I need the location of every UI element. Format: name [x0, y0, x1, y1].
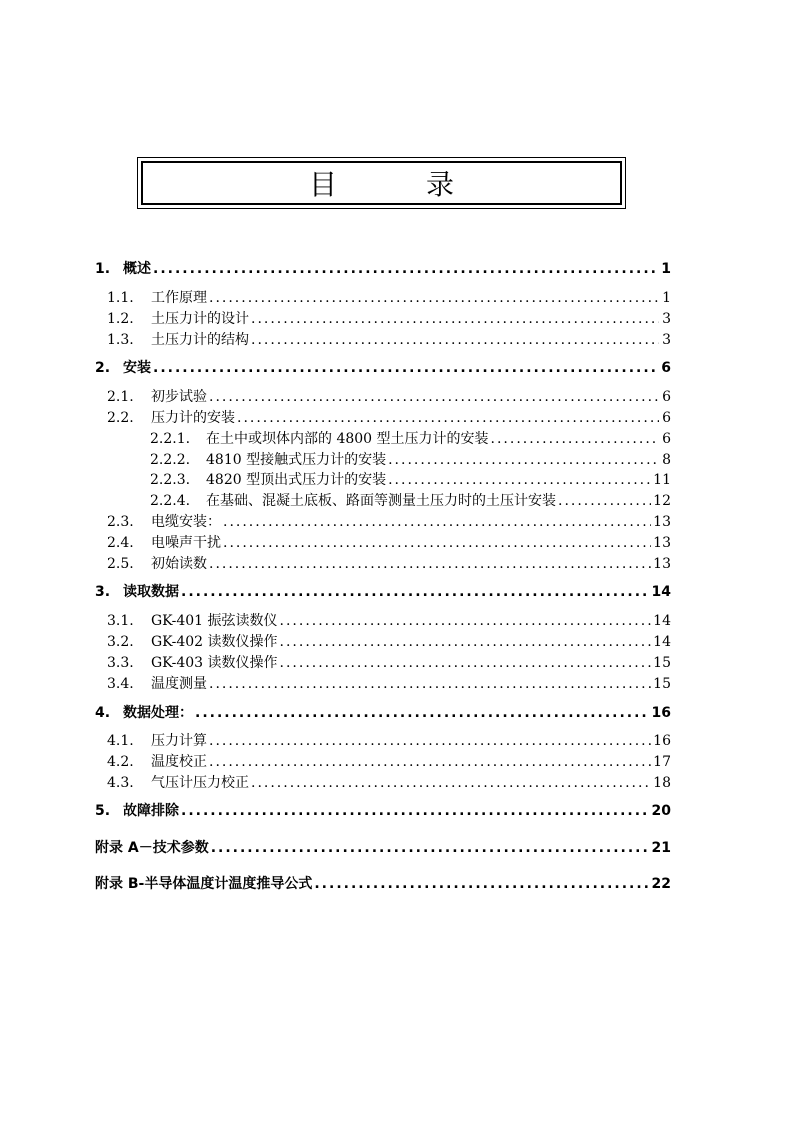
toc-entry[interactable]: [150, 490, 671, 510]
entry-label: 压力计算: [151, 733, 207, 749]
toc-entry[interactable]: [107, 772, 671, 792]
entry-page: 15: [653, 676, 671, 692]
toc-title-box: [137, 157, 626, 209]
dot-leader: [280, 612, 652, 630]
entry-number: 2.2.4.: [150, 493, 191, 509]
entry-label: GK-401 振弦读数仪: [151, 613, 278, 629]
entry-label: 故障排除: [123, 803, 179, 819]
entry-label: 读取数据: [123, 584, 179, 600]
dot-leader: [251, 331, 659, 349]
entry-page: 14: [653, 613, 671, 629]
entry-number: 2.2.3.: [150, 472, 191, 488]
entry-number: 1.1.: [107, 290, 134, 306]
entry-number: 1.: [95, 261, 111, 277]
toc-entry[interactable]: [95, 357, 671, 377]
toc-entry[interactable]: [107, 553, 671, 573]
entry-label: 工作原理: [151, 290, 207, 306]
dot-leader: [181, 802, 650, 820]
entry-label: 初步试验: [151, 389, 207, 405]
entry-label: 附录 A－技术参数: [95, 840, 209, 856]
toc-entry[interactable]: [95, 581, 671, 601]
entry-page: 16: [653, 733, 671, 749]
entry-page: 17: [653, 754, 671, 770]
dot-leader: [209, 675, 651, 693]
dot-leader: [195, 704, 650, 722]
dot-leader: [209, 555, 651, 573]
dot-leader: [209, 732, 651, 750]
toc-entry[interactable]: [95, 800, 671, 820]
entry-number: 2.2.: [107, 410, 134, 426]
entry-label: 安装: [123, 360, 151, 376]
entry-page: 1: [662, 290, 671, 306]
dot-leader: [153, 359, 659, 377]
entry-page: 20: [651, 803, 671, 819]
toc-entry[interactable]: [107, 386, 671, 406]
toc-entry[interactable]: [150, 428, 671, 448]
entry-page: 3: [662, 311, 671, 327]
entry-number: 2.5.: [107, 556, 134, 572]
entry-number: 2.2.2.: [150, 452, 191, 468]
entry-number: 1.3.: [107, 332, 134, 348]
entry-label: 气压计压力校正: [151, 775, 249, 791]
dot-leader: [251, 774, 651, 792]
entry-number: 3.1.: [107, 613, 134, 629]
entry-label: 初始读数: [151, 556, 207, 572]
dot-leader: [209, 388, 659, 406]
entry-label: 土压力计的结构: [151, 332, 249, 348]
entry-page: 11: [653, 472, 671, 488]
entry-number: 1.2.: [107, 311, 134, 327]
dot-leader: [314, 875, 649, 893]
toc-entry[interactable]: [107, 751, 671, 771]
toc-entry[interactable]: [107, 652, 671, 672]
toc-entry[interactable]: [107, 673, 671, 693]
dot-leader: [209, 753, 651, 771]
entry-page: 6: [661, 360, 671, 376]
dot-leader: [223, 513, 651, 531]
entry-label: 数据处理：: [123, 705, 193, 721]
toc-entry[interactable]: [107, 511, 671, 531]
toc-entry[interactable]: [107, 407, 671, 427]
entry-number: 2.2.1.: [150, 431, 191, 447]
dot-leader: [388, 451, 659, 469]
entry-page: 6: [662, 431, 671, 447]
entry-number: 3.3.: [107, 655, 134, 671]
entry-number: 4.1.: [107, 733, 134, 749]
entry-label: 概述: [123, 261, 151, 277]
entry-page: 22: [651, 876, 671, 892]
dot-leader: [280, 633, 652, 651]
entry-page: 18: [653, 775, 671, 791]
dot-leader: [223, 534, 651, 552]
toc-entry[interactable]: [95, 702, 671, 722]
entry-label: 温度测量: [151, 676, 207, 692]
entry-label: 电噪声干扰: [151, 535, 221, 551]
toc-entry[interactable]: [150, 469, 671, 489]
dot-leader: [153, 260, 659, 278]
entry-page: 12: [653, 493, 671, 509]
entry-page: 3: [662, 332, 671, 348]
dot-leader: [211, 839, 650, 857]
entry-number: 4.2.: [107, 754, 134, 770]
toc-entry-appendix-a[interactable]: [95, 837, 671, 857]
dot-leader: [491, 430, 659, 448]
entry-label: 4820 型顶出式压力计的安装: [206, 472, 387, 488]
dot-leader: [181, 583, 650, 601]
dot-leader: [209, 289, 659, 307]
dot-leader: [237, 409, 659, 427]
entry-page: 1: [661, 261, 671, 277]
entry-label: GK-402 读数仪操作: [151, 634, 278, 650]
toc-entry[interactable]: [107, 730, 671, 750]
toc-entry[interactable]: [107, 308, 671, 328]
entry-number: 5.: [95, 803, 111, 819]
entry-number: 3.2.: [107, 634, 134, 650]
dot-leader: [558, 492, 651, 510]
toc-entry[interactable]: [107, 532, 671, 552]
entry-page: 13: [653, 514, 671, 530]
entry-number: 3.4.: [107, 676, 134, 692]
entry-page: 13: [653, 556, 671, 572]
entry-number: 2.: [95, 360, 111, 376]
entry-number: 2.4.: [107, 535, 134, 551]
entry-number: 4.3.: [107, 775, 134, 791]
dot-leader: [280, 654, 652, 672]
entry-label: 附录 B-半导体温度计温度推导公式: [95, 876, 313, 892]
toc-entry[interactable]: [107, 329, 671, 349]
entry-label: GK-403 读数仪操作: [151, 655, 278, 671]
toc-entry[interactable]: [150, 449, 671, 469]
entry-label: 4810 型接触式压力计的安装: [206, 452, 387, 468]
entry-number: 2.3.: [107, 514, 134, 530]
entry-label: 在土中或坝体内部的 4800 型土压力计的安装: [206, 431, 489, 447]
entry-page: 13: [653, 535, 671, 551]
toc-entry[interactable]: [95, 258, 671, 278]
toc-title: 目 录: [141, 161, 622, 205]
entry-label: 在基础、混凝土底板、路面等测量土压力时的土压计安装: [206, 493, 556, 509]
toc-entry[interactable]: [107, 287, 671, 307]
entry-number: 3.: [95, 584, 111, 600]
entry-page: 6: [662, 389, 671, 405]
toc-entry-appendix-b[interactable]: [95, 873, 671, 893]
entry-page: 21: [651, 840, 671, 856]
entry-label: 电缆安装：: [151, 514, 221, 530]
entry-page: 15: [653, 655, 671, 671]
entry-page: 6: [662, 410, 671, 426]
entry-label: 压力计的安装: [151, 410, 235, 426]
entry-page: 14: [651, 584, 671, 600]
toc-entry[interactable]: [107, 631, 671, 651]
entry-label: 温度校正: [151, 754, 207, 770]
dot-leader: [388, 471, 651, 489]
entry-page: 16: [651, 705, 671, 721]
toc-entry[interactable]: [107, 610, 671, 630]
entry-label: 土压力计的设计: [151, 311, 249, 327]
entry-page: 14: [653, 634, 671, 650]
entry-number: 4.: [95, 705, 111, 721]
entry-number: 2.1.: [107, 389, 134, 405]
dot-leader: [251, 310, 659, 328]
entry-page: 8: [662, 452, 671, 468]
